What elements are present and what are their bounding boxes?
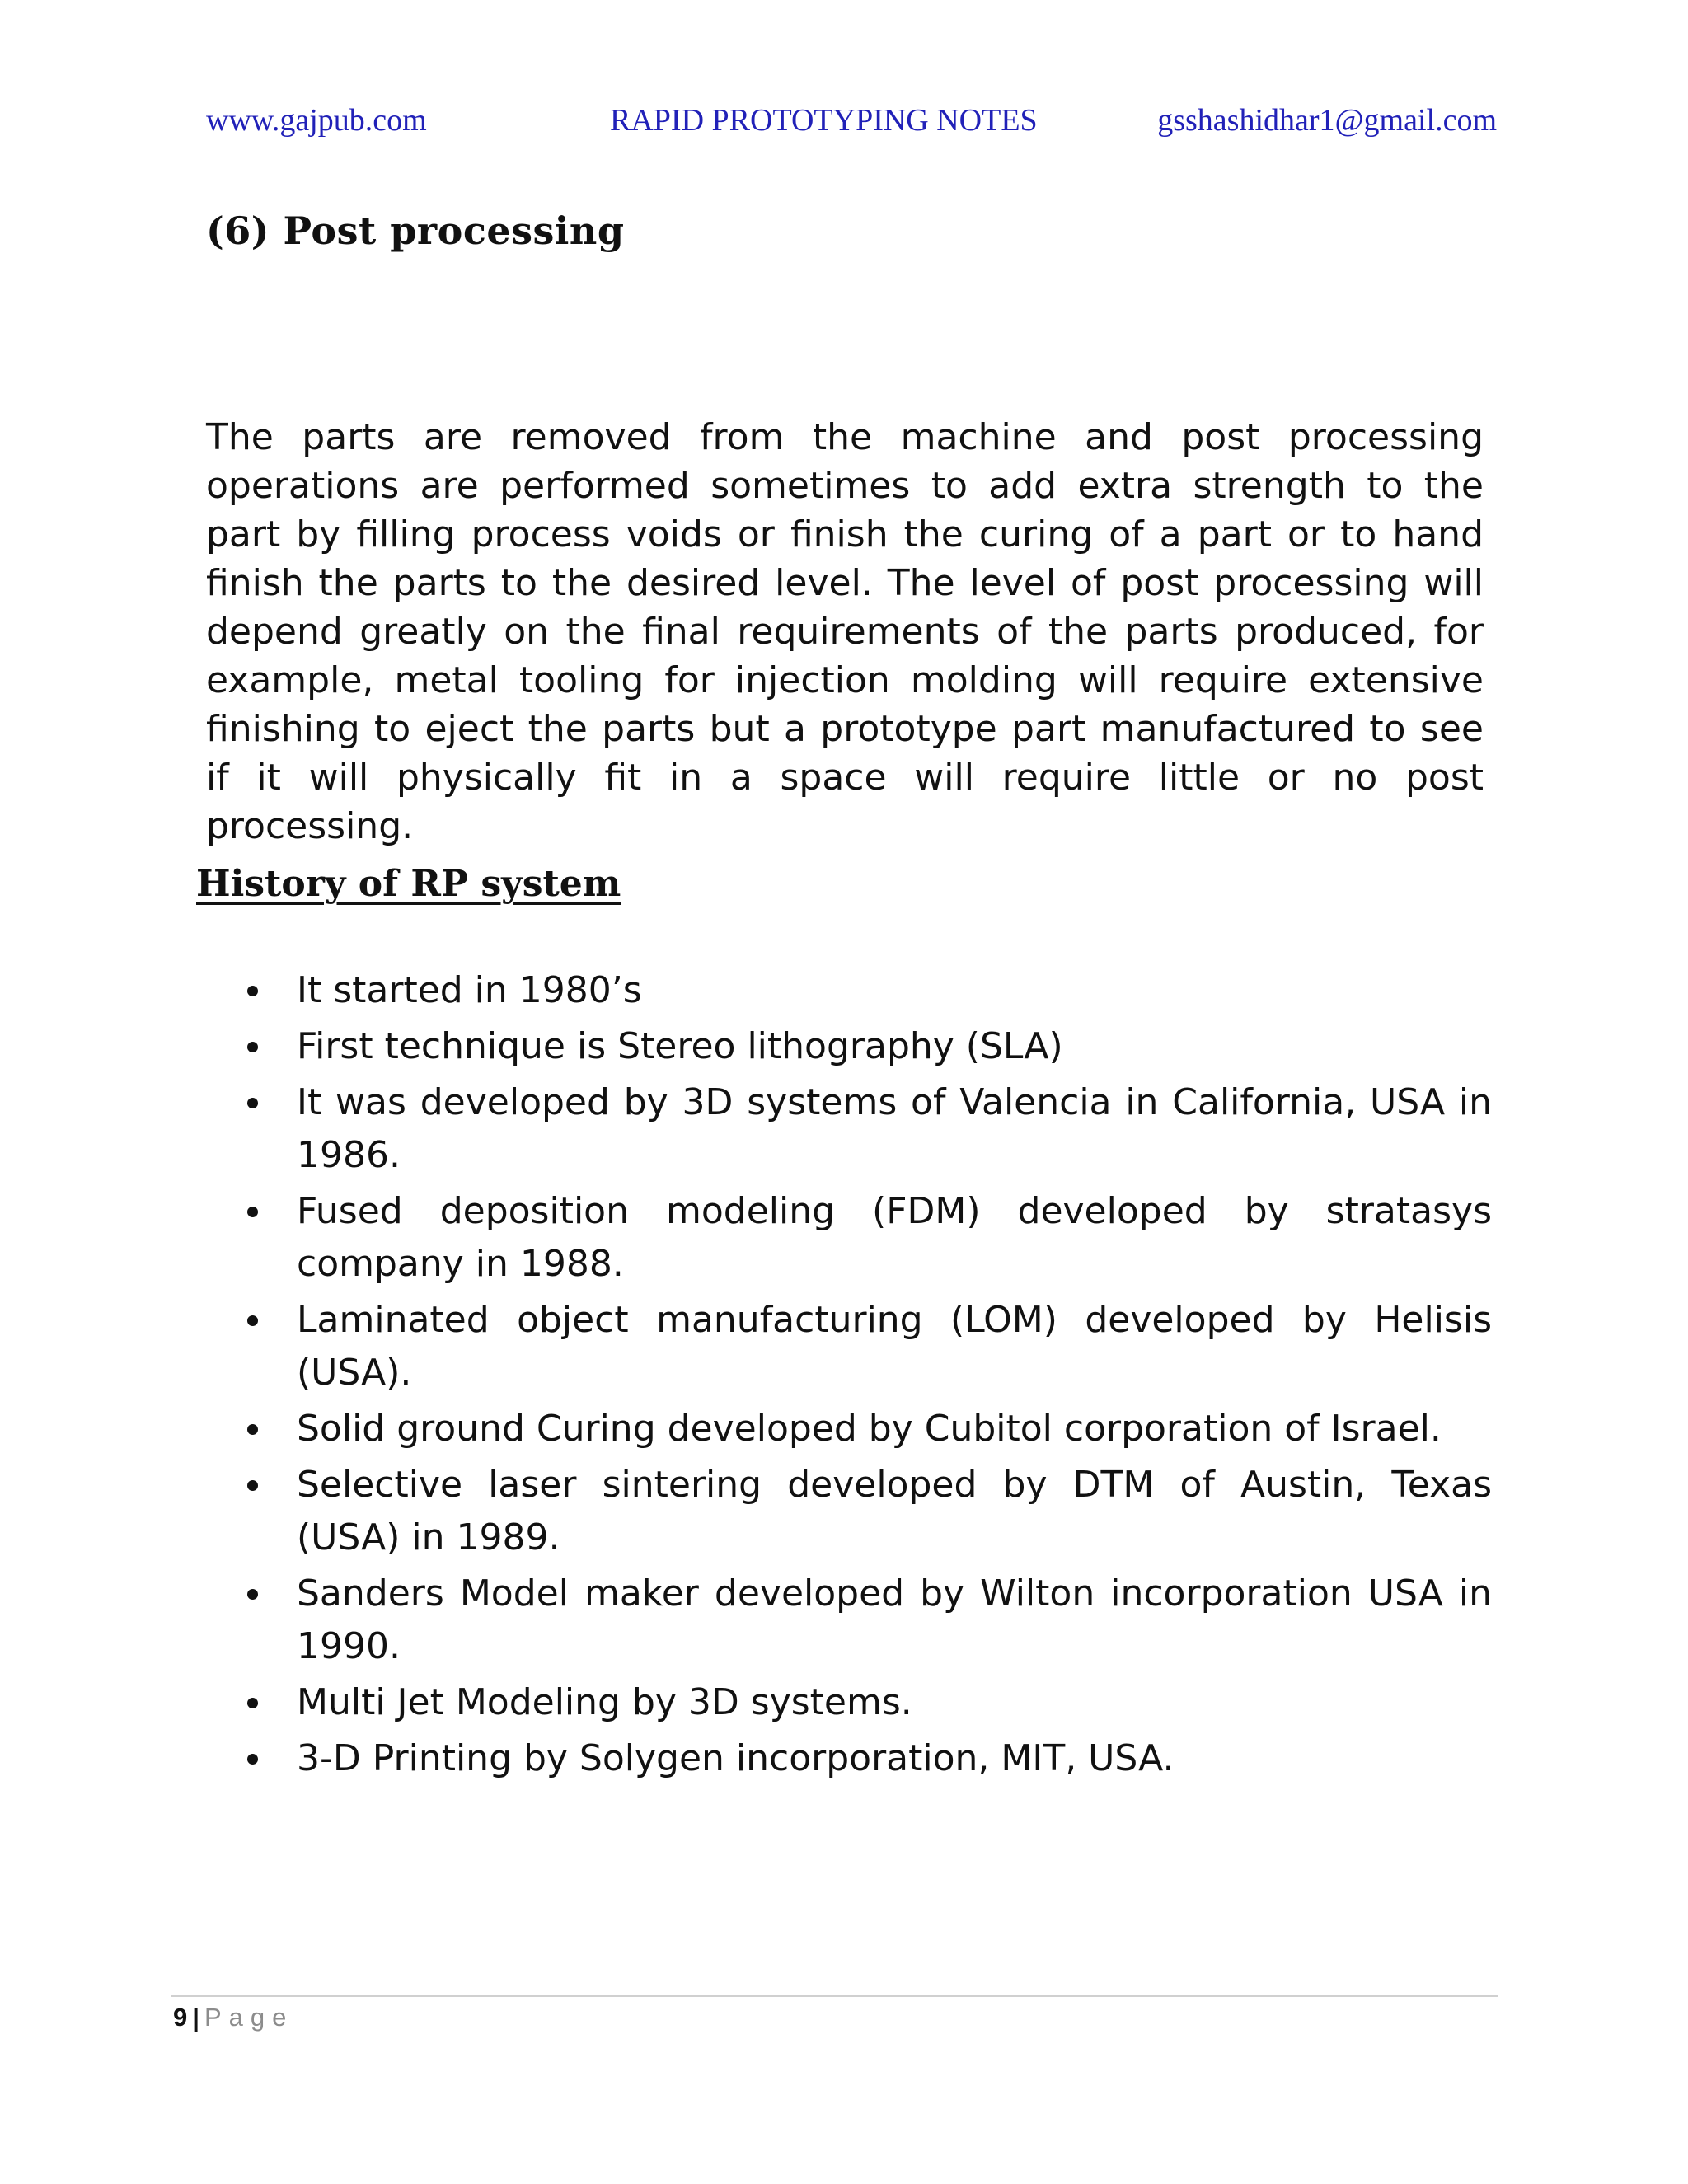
list-item: [247, 1676, 1492, 1729]
post-processing-paragraph: The parts are removed from the machine and post processing operations are performed sometimes to add extra strength to the part by filling process voids or finish the curing of a part or to hand finish the parts to the desired level. The level of post processing will depend greatly on the final requirements of the parts produced, for example, metal tooling for injection molding will require extensive finishing to eject the parts but a prototype part manufactured to see if it will physically fit in a space will require little or no post processing.: [206, 416, 1484, 847]
list-item: [247, 1020, 1492, 1073]
bullet-icon: [247, 1424, 258, 1435]
list-item-text: Multi Jet Modeling by 3D systems.: [297, 1681, 912, 1723]
footer-divider: [171, 1995, 1498, 1997]
page-label: Page: [204, 2003, 294, 2032]
section-title: (6) Post processing: [206, 209, 625, 253]
page-header: [206, 102, 1497, 143]
list-item: [247, 1403, 1492, 1455]
bullet-icon: [247, 986, 258, 996]
bullet-icon: [247, 1698, 258, 1708]
header-website: www.gajpub.com: [206, 103, 427, 138]
list-item-text: Sanders Model maker developed by Wilton incorporation USA in 1990.: [297, 1572, 1492, 1667]
list-item: [247, 1294, 1492, 1399]
list-item-text: Fused deposition modeling (FDM) developed by stratasys company in 1988.: [297, 1190, 1492, 1285]
page-number: 9: [173, 2003, 188, 2032]
list-item-text: Solid ground Curing developed by Cubitol corporation of Israel.: [297, 1408, 1442, 1450]
list-item-text: 3-D Printing by Solygen incorporation, MIT, USA.: [297, 1737, 1175, 1779]
list-item: [247, 1185, 1492, 1291]
header-title: RAPID PROTOTYPING NOTES: [610, 103, 1038, 138]
bullet-icon: [247, 1098, 258, 1108]
bullet-icon: [247, 1042, 258, 1052]
footer-separator: |: [192, 2003, 199, 2032]
header-email: gsshashidhar1@gmail.com: [1157, 103, 1497, 138]
bullet-icon: [247, 1589, 258, 1600]
list-item: [247, 1459, 1492, 1564]
list-item-text: First technique is Stereo lithography (SLA): [297, 1025, 1063, 1067]
bullet-icon: [247, 1754, 258, 1765]
history-list: [247, 964, 1492, 1788]
list-item-text: Selective laser sintering developed by DTM of Austin, Texas (USA) in 1989.: [297, 1464, 1492, 1558]
page-footer: [173, 2003, 293, 2032]
bullet-icon: [247, 1315, 258, 1326]
list-item: [247, 1568, 1492, 1673]
list-item: [247, 964, 1492, 1017]
list-item-text: Laminated object manufacturing (LOM) developed by Helisis (USA).: [297, 1299, 1492, 1394]
history-heading: History of RP system: [196, 863, 621, 905]
list-item-text: It was developed by 3D systems of Valencia in California, USA in 1986.: [297, 1081, 1492, 1176]
list-item: [247, 1076, 1492, 1182]
bullet-icon: [247, 1480, 258, 1491]
bullet-icon: [247, 1207, 258, 1217]
list-item: [247, 1732, 1492, 1785]
list-item-text: It started in 1980’s: [297, 969, 642, 1011]
